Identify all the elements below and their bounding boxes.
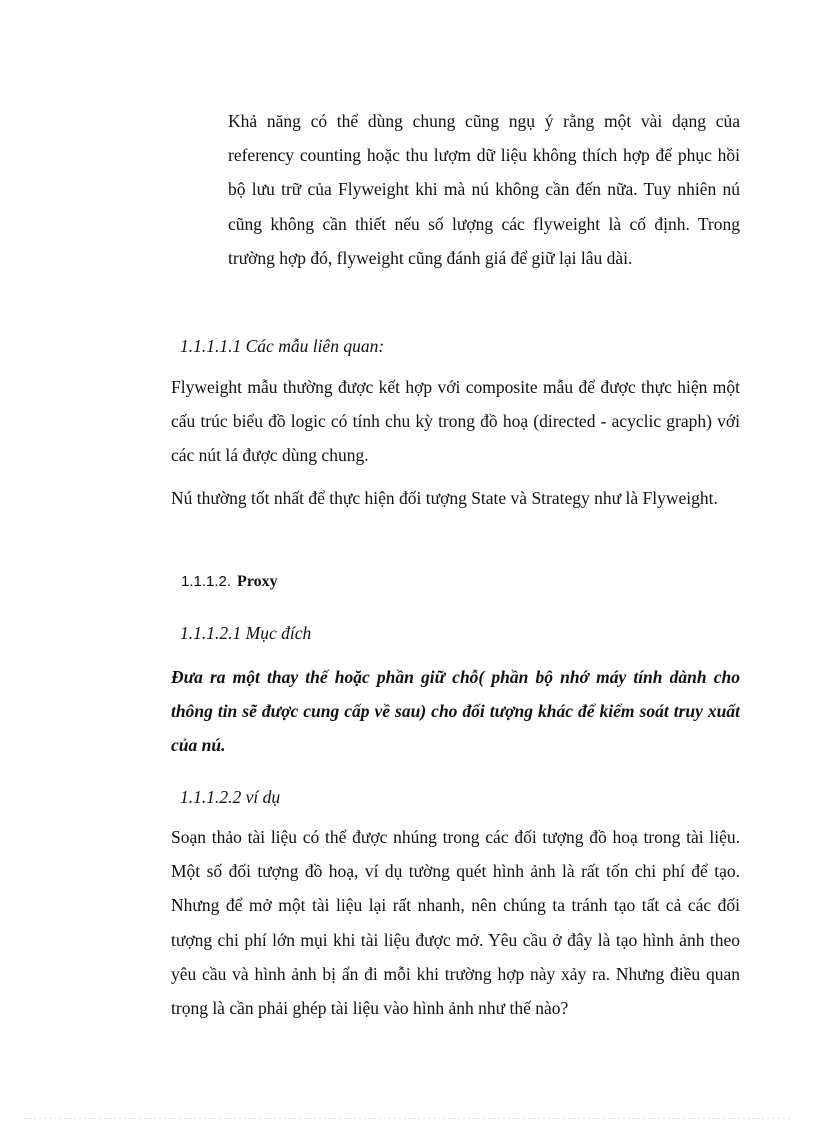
heading-proxy-title: Proxy [237, 573, 278, 590]
paragraph-example: Soạn thảo tài liệu có thể được nhúng trong các đối tượng đồ hoạ trong tài liệu. Một số đối tượng đồ hoạ, ví dụ tường quét hình ảnh là rất tốn chi phí để tạo. Nhưng để mở một tài liệu lại rất nhanh, nên chúng ta tránh tạo tất cả các đối tượng chi phí lớn mụi khi tài liệu được mở. Yêu cầu ở đây là tạo hình ảnh theo yêu cầu và hình ảnh bị ẩn đi mỗi khi trường hợp này xảy ra. Nhưng điều quan trọng là cần phải ghép tài liệu vào hình ảnh như thế nào? [171, 827, 740, 1019]
paragraph-related-1: Flyweight mẫu thường được kết hợp với composite mẫu để được thực hiện một cấu trúc biểu đồ logic có tính chu kỳ trong đồ hoạ (directed - acyclic graph) với các nút lá được dùng chung. [171, 377, 740, 466]
paragraph-purpose: Đưa ra một thay thế hoặc phần giữ chỗ( phần bộ nhớ máy tính dành cho thông tin sẽ được cung cấp về sau) cho đối tượng khác để kiểm soát truy xuất của nú. [171, 667, 740, 756]
heading-example: 1.1.1.2.2 ví dụ [180, 787, 281, 807]
heading-purpose: 1.1.1.2.1 Mục đích [180, 623, 312, 643]
paragraph-related-2: Nú thường tốt nhất để thực hiện đối tượng State và Strategy như là Flyweight. [171, 488, 718, 508]
paragraph-intro: Khả năng có thể dùng chung cũng ngụ ý rằng một vài dạng của referency counting hoặc thu lượm dữ liệu không thích hợp để phục hồi bộ lưu trữ của Flyweight khi mà nú không cần đến nữa. Tuy nhiên nú cũng không cần thiết nếu số lượng các flyweight là cố định. Trong trường hợp đó, flyweight cũng đánh giá để giữ lại lâu dài. [228, 111, 740, 268]
heading-proxy-number: 1.1.1.2. [181, 573, 232, 590]
page-bottom-divider [24, 1118, 790, 1119]
heading-related-patterns: 1.1.1.1.1 Các mẫu liên quan: [180, 336, 385, 356]
heading-proxy [181, 571, 278, 593]
